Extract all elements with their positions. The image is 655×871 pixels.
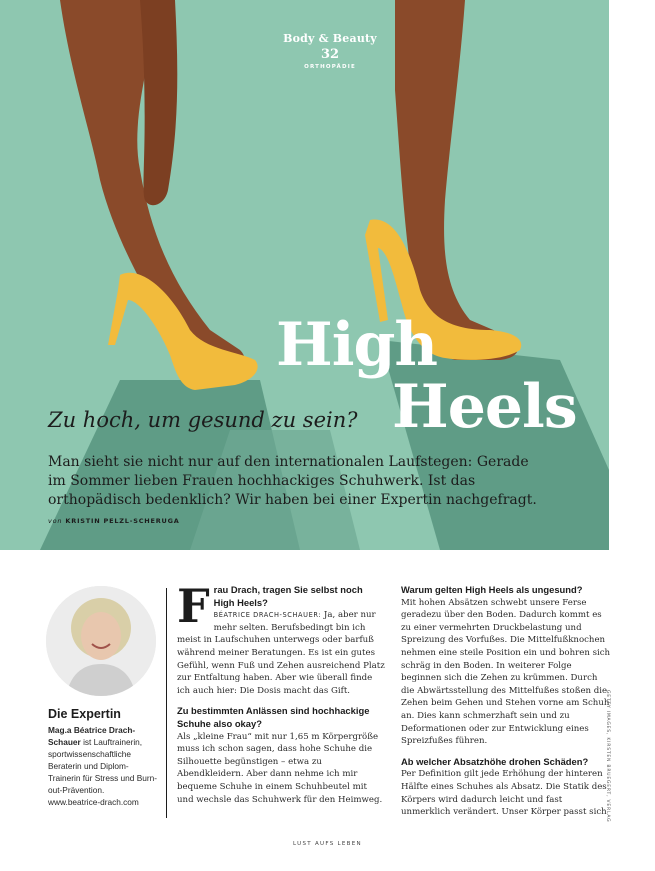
masthead	[270, 32, 390, 70]
expert-photo	[46, 586, 156, 696]
section-label: ORTHOPÄDIE	[304, 64, 356, 70]
page-number: 32	[320, 47, 340, 62]
byline	[48, 517, 180, 525]
headline-heels: Heels	[392, 372, 577, 442]
headline-high: High	[276, 310, 438, 380]
speaker-name: BÉATRICE DRACH-SCHAUER:	[213, 611, 322, 620]
photo-credit: GETTY IMAGES, KIRSTEN BRUEGERT, VERLAG	[605, 690, 610, 823]
left-shoe	[108, 273, 258, 390]
left-arm	[140, 0, 177, 205]
answer-1-text: Ja, aber nur mehr selten. Berufsbedingt bin ich meist in Laufschuhen unterwegs oder barfuß während meiner Beratungen. Es ist ein gutes Gefühl, wenn Fuß und Zehen ausreichend Platz zur Entfaltung haben. Aber wie überall finde ich auch hier: Die Dosis macht das Gift.	[177, 610, 385, 696]
answer-4: Per Definition gilt jede Erhöhung der hinteren Hälfte eines Schuhes als Absatz. Die Statik des Körpers wird dadurch leicht und fast unmerklich verändert. Unser Körper passt sich	[401, 769, 607, 818]
expert-portrait	[46, 586, 156, 696]
question-3: Warum gelten High Heels als ungesund?	[401, 584, 583, 595]
magazine-brand: Body & Beauty	[283, 32, 377, 45]
drop-cap: F	[177, 579, 210, 633]
byline-prefix: von	[48, 517, 63, 525]
expert-bio	[48, 724, 158, 808]
article-column-1	[177, 579, 385, 806]
expert-heading: Die Expertin	[48, 707, 121, 721]
answer-3: Mit hohen Absätzen schwebt unsere Ferse geradezu über den Boden. Dadurch kommt es zu einer vermehrten Druckbelastung und Spreizung des Vorfußes. Die Mittelfußknochen nehmen eine steile Position ein und bohren sich schräg in den Boden. In weiterer Folge beginnen sich die Zehen zu krümmen. Durch die Abwärtsstellung des Mittelfußes stoßen die Zehen beim Gehen und Stehen vorne am Schuh an. Dies kann schmerzhaft sein und zu Deformationen oder zur Entwicklung eines Spreizfußes führen.	[401, 597, 611, 747]
subtitle: Zu hoch, um gesund zu sein?	[48, 408, 358, 432]
byline-author: KRISTIN PELZL-SCHERUGA	[65, 517, 180, 525]
expert-name: Mag.a Béatrice Drach-Schauer	[48, 725, 136, 747]
question-4: Ab welcher Absatzhöhe drohen Schäden?	[401, 755, 589, 767]
column-divider	[166, 588, 167, 818]
expert-description: ist Lauftrainerin, sportwissenschaftliche Beraterin und Diplom-Trainerin für Stress und Burn-out-Prävention.	[48, 737, 157, 795]
answer-2: Als „kleine Frau“ mit nur 1,65 m Körpergröße muss ich schon sagen, dass hohe Schuhe die Silhouette begünstigen – etwa zu Abendkleidern. Aber dann nehme ich mir bequeme Schuhe in einem Schuhbeutel mit und wechsle das Schuhwerk für den Heimweg.	[177, 731, 383, 805]
lead-paragraph: Man sieht sie nicht nur auf den internationalen Laufstegen: Gerade im Sommer lieben Frauen hochhackiges Schuhwerk. Ist das orthopädisch bedenklich? Wir haben bei einer Expertin nachgefragt.	[48, 454, 537, 508]
article-column-2	[401, 584, 613, 823]
expert-website[interactable]: www.beatrice-drach.com	[48, 797, 139, 807]
question-1: rau Drach, tragen Sie selbst noch High Heels?	[213, 584, 363, 608]
page-footer: LUST AUFS LEBEN	[293, 841, 362, 847]
question-2: Zu bestimmten Anlässen sind hochhackige Schuhe also okay?	[177, 705, 370, 729]
